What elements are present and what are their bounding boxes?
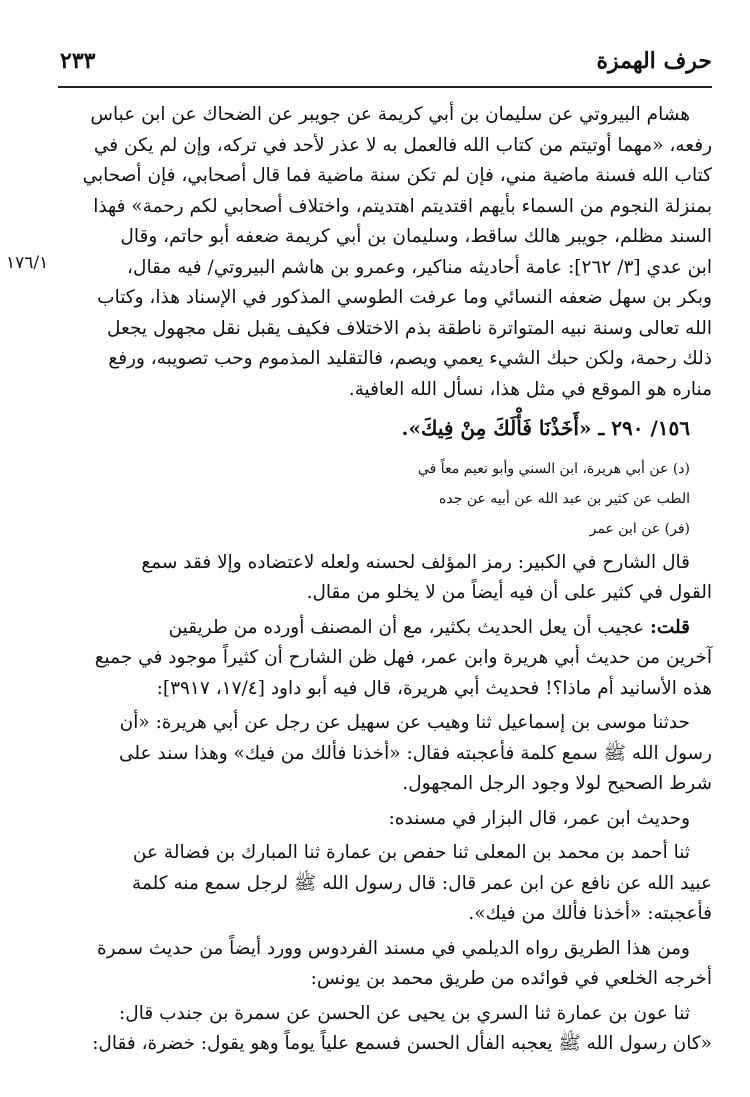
text-line: وحديث ابن عمر، قال البزار في مسنده: (388, 807, 690, 829)
text-line: فأعجبته: «أخذنا فألك من فيك». (468, 903, 712, 924)
paragraph-3 (58, 613, 712, 705)
paragraph-1 (6, 100, 712, 405)
text-line: ثنا أحمد بن محمد بن المعلى ثنا حفص بن عمارة ثنا المبارك بن فضالة عن (132, 842, 690, 863)
hadith-sources (58, 454, 712, 544)
text-line (58, 613, 712, 644)
source-line: (د) عن أبي هريرة، ابن السني وأبو نعيم معاً في (417, 460, 690, 477)
text-line: عبيد الله عن نافع عن ابن عمر قال: قال رسول الله ﷺ لرجل سمع منه كلمة (132, 872, 712, 894)
running-title: حرف الهمزة (596, 48, 712, 74)
paragraph-6 (58, 838, 712, 930)
text-line: ابن عدي [٣/ ٢٦٢]: عامة أحاديثه مناكير، وعمرو بن هاشم البيروتي/ فيه مقال، (127, 256, 712, 278)
text-line: «كان رسول الله ﷺ يعجبه الفأل الحسن فسمع علياً يوماً وهو يقول: خضرة، فقال: (92, 1033, 712, 1054)
margin-reference: ١٧٦/١ (6, 252, 49, 273)
source-line: الطب عن كثير بن عبد الله عن أبيه عن جده (439, 490, 690, 507)
paragraph-8 (58, 999, 712, 1060)
text-line: أخرجه الخلعي في فوائده من طريق محمد بن يونس: (310, 968, 712, 989)
text-line: ثنا عون بن عمارة ثنا السري بن يحيى عن الحسن عن سمرة بن جندب قال: (119, 1002, 690, 1024)
qultu-label: قلت: (650, 616, 690, 638)
text-line: رسول الله ﷺ سمع كلمة فأعجبته فقال: «أخذنا فألك من فيك» وهذا سند على (118, 742, 712, 764)
text-line: وبكر بن سهل ضعفه النسائي وما عرفت الطوسي المذكور في الإسناد هذا، وكتاب (97, 287, 712, 308)
text-line: السند مظلم، جويبر هالك ساقط، وسليمان بن أبي كريمة ضعفه أبو حاتم، وقال (120, 226, 712, 247)
text-line: هذه الأسانيد أم ماذا؟! فحديث أبي هريرة، قال فيه أبو داود [١٧/٤، ٣٩١٧]: (156, 677, 712, 699)
text-line: ذلك رحمة، ولكن حبك الشيء يعمي ويصم، فالتقليد المذموم وحب تصويبه، ورفع (108, 348, 712, 369)
text-line: حدثنا موسى بن إسماعيل ثنا وهيب عن سهيل عن رجل عن أبي هريرة: «أن (119, 712, 690, 733)
paragraph-2 (58, 548, 712, 609)
text-line: هشام البيروتي عن سليمان بن أبي كريمة عن جويبر عن الضحاك عن ابن عباس (90, 104, 690, 125)
text-line-with-margin (6, 252, 712, 284)
text-line: كتاب الله فسنة ماضية مني، فإن لم تكن سنة ماضية فما قال أصحابي، فإن أصحابي (82, 165, 712, 186)
page-body (6, 100, 712, 1060)
text-line: آخرين من حديث أبي هريرة وابن عمر، فهل ظن الشارح أن كثيراً موجود في جميع (94, 647, 712, 668)
hadith-heading: ١٥٦/ ٢٩٠ ـ «أَخَذْنَا فَأْلَكَ مِنْ فِيكَ». (401, 416, 690, 440)
paragraph-5 (58, 804, 712, 835)
text-line: قال الشارح في الكبير: رمز المؤلف لحسنه ولعله لاعتضاده وإلا فقد سمع (141, 551, 690, 573)
text-line: بمنزلة النجوم من السماء بأيهم اقتديتم اهتديتم، واختلاف أصحابي لكم رحمة» فهذا (93, 195, 712, 217)
text-line: الله تعالى وسنة نبيه المتواترة ناطقة بذم الاختلاف فكيف يقبل نقل مجهول يجعل (107, 317, 712, 339)
paragraph-7 (58, 934, 712, 995)
page-header (58, 40, 712, 88)
paragraph-4 (58, 708, 712, 800)
text-line: القول في كثير على أن فيه أيضاً من لا يخلو من مقال. (306, 582, 712, 603)
text-line: مناره هو الموقع في مثل هذا، نسأل الله العافية. (348, 378, 712, 400)
text-line: رفعه، «مهما أوتيتم من كتاب الله فالعمل به لا عذر لأحد في تركه، وإن لم يكن في (93, 134, 712, 156)
text-line: ومن هذا الطريق رواه الديلمي في مسند الفردوس وورد أيضاً من حديث سمرة (96, 937, 690, 959)
page-number: ٢٣٣ (60, 48, 96, 74)
text-span: عجيب أن يعل الحديث بكثير، مع أن المصنف أورده من طريقين (168, 616, 645, 638)
source-line: (فر) عن ابن عمر (589, 520, 690, 537)
text-line: شرط الصحيح لولا وجود الرجل المجهول. (402, 773, 712, 794)
page (6, 40, 712, 1060)
